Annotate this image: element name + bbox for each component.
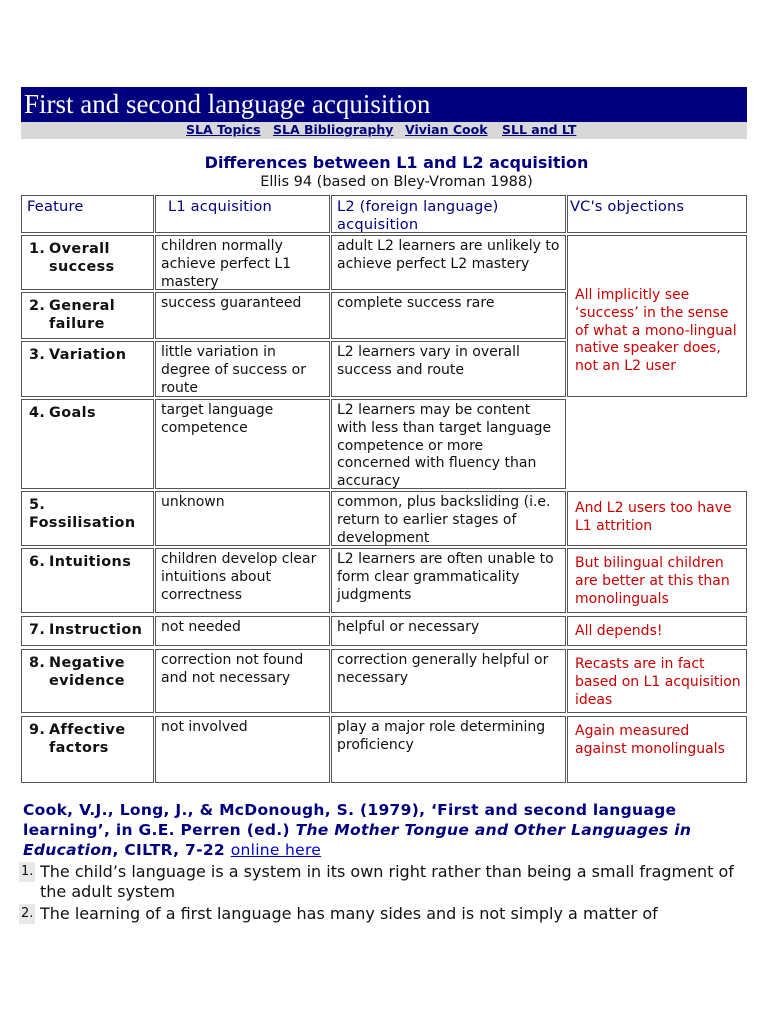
book-title: The Mother Tongue and Other Languages in Education [23,821,692,859]
page-title: First and second language acquisition [24,89,431,119]
header-feature: Feature [21,195,154,233]
feature-cell: 2. General failure [21,292,154,339]
l1-cell: not needed [155,616,330,646]
nav-link-vivian-cook[interactable]: Vivian Cook [405,122,488,137]
header-objections: VC's objections [567,195,747,233]
l1-cell: success guaranteed [155,292,330,339]
page-banner [21,87,747,122]
l2-cell: L2 learners vary in overall success and route [331,341,566,397]
l1-cell: not involved [155,716,330,783]
nav-link-sla-bibliography[interactable]: SLA Bibliography [273,122,394,137]
l1-cell: correction not found and not necessary [155,649,330,713]
l1-cell: little variation in degree of success or route [155,341,330,397]
objection-cell: Recasts are in fact based on L1 acquisition ideas [567,649,747,713]
table-subtitle: Ellis 94 (based on Bley-Vroman 1988) [260,174,533,190]
l1-cell: target language competence [155,399,330,489]
l2-cell: helpful or necessary [331,616,566,646]
list-item: 2. The learning of a first language has many sides and is not simply a matter of [21,904,658,923]
objection-cell: Again measured against monolinguals [567,716,747,783]
feature-cell: 7. Instruction [21,616,154,646]
l2-cell: adult L2 learners are unlikely to achieve perfect L2 mastery [331,235,566,290]
objection-cell: All implicitly see ‘success’ in the sense of what a mono-lingual native speaker does, not an L2 user [567,235,747,397]
feature-cell: 8. Negative evidence [21,649,154,713]
l1-cell: unknown [155,491,330,546]
nav-link-sll-and-lt[interactable]: SLL and LT [502,122,577,137]
l2-cell: correction generally helpful or necessary [331,649,566,713]
feature-cell: 1. Overall success [21,235,154,290]
feature-cell: 9. Affective factors [21,716,154,783]
online-link[interactable]: online here [230,841,322,859]
feature-cell: 4. Goals [21,399,154,489]
feature-cell: 5. Fossilisation [21,491,154,546]
feature-cell: 3. Variation [21,341,154,397]
l2-cell: L2 learners are often unable to form clear grammaticality judgments [331,548,566,613]
nav-link-sla-topics[interactable]: SLA Topics [186,122,261,137]
l1-cell: children normally achieve perfect L1 mastery [155,235,330,290]
nav-bar [21,122,747,139]
objection-cell: And L2 users too have L1 attrition [567,491,747,546]
l2-cell: complete success rare [331,292,566,339]
objection-cell: But bilingual children are better at this than monolinguals [567,548,747,613]
feature-cell: 6. Intuitions [21,548,154,613]
reference-citation: Cook, V.J., Long, J., & McDonough, S. (1979), ‘First and second language learning’, in G.E. Perren (ed.) The Mother Tongue and Other Languages in Education, CILTR, 7-22 online here [23,801,692,859]
list-item: 1. The child’s language is a system in its own right rather than being a small fragment of the adult system [21,862,734,901]
header-l1: L1 acquisition [155,195,330,233]
header-l2: L2 (foreign language) acquisition [331,195,566,233]
objection-cell: All depends! [567,616,747,646]
l1-cell: children develop clear intuitions about correctness [155,548,330,613]
l2-cell: L2 learners may be content with less than target language competence or more concerned with fluency than accuracy [331,399,566,489]
table-title: Differences between L1 and L2 acquisition [204,153,589,172]
l2-cell: common, plus backsliding (i.e. return to earlier stages of development [331,491,566,546]
l2-cell: play a major role determining proficiency [331,716,566,783]
